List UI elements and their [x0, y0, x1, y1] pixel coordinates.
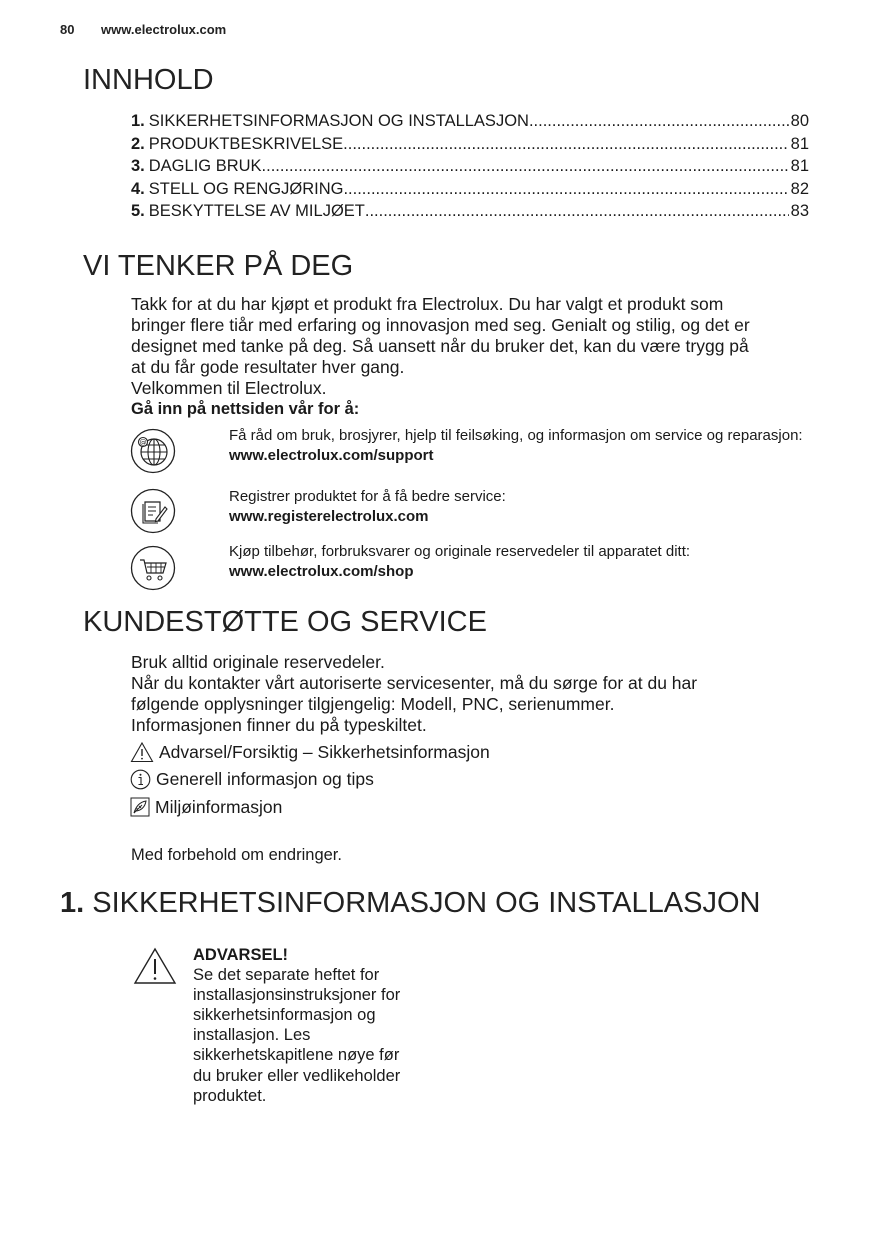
- disclaimer: Med forbehold om endringer.: [131, 846, 342, 864]
- toc-item-page: 82: [790, 179, 809, 198]
- legend-label: Generell informasjon og tips: [156, 769, 374, 789]
- shop-link[interactable]: www.electrolux.com/shop: [229, 563, 414, 581]
- warning-line: Se det separate heftet for: [193, 966, 380, 985]
- toc-item[interactable]: 2. PRODUKTBESKRIVELSE ..... 81: [131, 133, 809, 156]
- shop-link-block: [229, 542, 829, 583]
- toc-item-page: 81: [790, 157, 809, 176]
- toc-item[interactable]: 4. STELL OG RENGJØRING ..... 82: [131, 178, 809, 201]
- legend-warning: [130, 741, 490, 763]
- toc-item-label: STELL OG RENGJØRING: [148, 179, 344, 198]
- support-line: Når du kontakter vårt autoriserte servicesenter, må du sørge for at du har: [131, 673, 698, 693]
- legend-label: Advarsel/Forsiktig – Sikkerhetsinformasjon: [159, 742, 490, 762]
- warning-line: installasjon. Les: [193, 1026, 311, 1045]
- warning-title: ADVARSEL!: [193, 946, 289, 964]
- support-link-block: [229, 426, 829, 467]
- toc-item-page: 80: [790, 112, 809, 130]
- intro-text: [131, 294, 831, 420]
- warning-icon: [130, 741, 154, 763]
- toc-item[interactable]: 1. SIKKERHETSINFORMASJON OG INSTALLASJON ..... 80: [131, 110, 809, 133]
- intro-line: designet med tanke på deg. Så uansett når du bruker det, kan du være trygg på: [131, 336, 749, 356]
- leaf-icon: [130, 797, 150, 817]
- toc-item-page: 81: [790, 134, 809, 153]
- intro-line: Takk for at du har kjøpt et produkt fra Electrolux. Du har valgt et produkt som: [131, 294, 724, 314]
- support-text: Få råd om bruk, brosjyrer, hjelp til feilsøking, og informasjon om service og reparasjon:: [229, 427, 803, 444]
- register-link[interactable]: www.registerelectrolux.com: [229, 508, 429, 526]
- shopping-cart-icon: [130, 545, 176, 591]
- toc-leader: [343, 178, 788, 201]
- safety-warning: [193, 945, 433, 1106]
- intro-line: at du får gode resultater hver gang.: [131, 357, 405, 377]
- register-link-block: [229, 487, 829, 528]
- support-link[interactable]: www.electrolux.com/support: [229, 447, 434, 465]
- toc-item[interactable]: 3. DAGLIG BRUK ..... 81: [131, 155, 809, 178]
- toc-leader: [365, 200, 789, 223]
- warning-line: sikkerhetsinformasjon og: [193, 1006, 376, 1025]
- intro-line: bringer flere tiår med erfaring og innovasjon med seg. Genialt og stilig, og det er: [131, 315, 750, 335]
- legend-info: [130, 768, 374, 790]
- support-title: KUNDESTØTTE OG SERVICE: [83, 606, 487, 638]
- warning-line: installasjonsinstruksjoner for: [193, 986, 401, 1005]
- toc-item-label: SIKKERHETSINFORMASJON OG INSTALLASJON: [148, 112, 529, 130]
- support-line: Informasjonen finner du på typeskiltet.: [131, 715, 427, 735]
- support-line: følgende opplysninger tilgjengelig: Modell, PNC, serienummer.: [131, 694, 615, 714]
- toc-leader: [529, 110, 789, 133]
- legend-label: Miljøinformasjon: [155, 797, 283, 817]
- table-of-contents: [131, 110, 809, 223]
- welcome-text: Velkommen til Electrolux.: [131, 378, 327, 398]
- header-website: www.electrolux.com: [101, 22, 227, 37]
- toc-item-page: 83: [790, 202, 809, 221]
- warning-line: sikkerhetskapitlene nøye før: [193, 1046, 400, 1065]
- intro-title: VI TENKER PÅ DEG: [83, 250, 354, 282]
- warning-icon: [133, 947, 177, 985]
- legend-environment: [130, 796, 282, 818]
- shop-text: Kjøp tilbehør, forbruksvarer og originale reservedeler til apparatet ditt:: [229, 543, 691, 560]
- section-number: 1.: [60, 887, 85, 919]
- info-icon: [130, 769, 151, 790]
- section-title-text: SIKKERHETSINFORMASJON OG INSTALLASJON: [92, 887, 761, 919]
- section-title: [60, 889, 760, 918]
- globe-icon: [130, 428, 176, 474]
- support-line: Bruk alltid originale reservedeler.: [131, 652, 385, 672]
- toc-item-label: BESKYTTELSE AV MILJØET: [148, 202, 365, 221]
- toc-leader: [343, 133, 788, 156]
- svg-text:@: @: [139, 438, 147, 447]
- toc-leader: [262, 155, 789, 178]
- toc-item-label: DAGLIG BRUK: [148, 157, 262, 176]
- register-text: Registrer produktet for å få bedre service:: [229, 488, 506, 505]
- warning-line: du bruker eller vedlikeholder: [193, 1066, 401, 1085]
- page-number: 80: [60, 22, 75, 37]
- warning-line: produktet.: [193, 1086, 267, 1105]
- toc-item[interactable]: 5. BESKYTTELSE AV MILJØET ..... 83: [131, 200, 809, 223]
- support-text: [131, 652, 831, 736]
- toc-item-label: PRODUKTBESKRIVELSE: [148, 134, 344, 153]
- register-icon: [130, 488, 176, 534]
- toc-title: INNHOLD: [83, 64, 214, 96]
- visit-label: Gå inn på nettsiden vår for å:: [131, 400, 360, 418]
